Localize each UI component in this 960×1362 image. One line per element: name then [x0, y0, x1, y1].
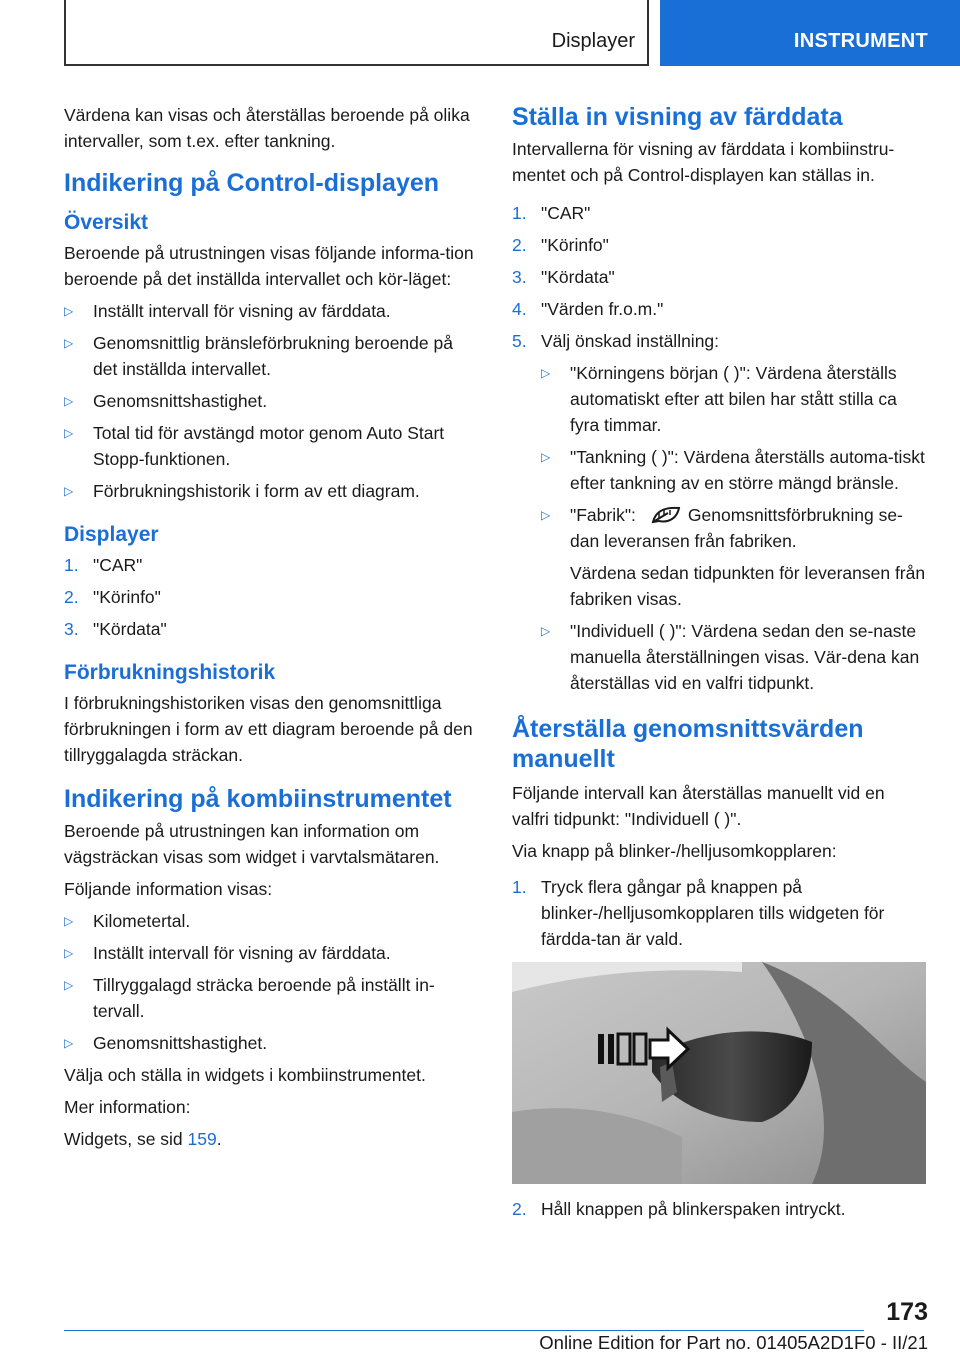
list-item: 2. Håll knappen på blinkerspaken intryckt. [512, 1199, 846, 1219]
triangle-right-icon: ▷ [64, 1036, 74, 1050]
more-info-label: Mer information: [64, 1097, 191, 1117]
triangle-right-icon: ▷ [541, 508, 551, 522]
displayer-list [64, 552, 478, 642]
page-link-159[interactable]: 159 [187, 1129, 217, 1149]
list-item: ▷ Total tid för avstängd motor genom Auto Start Stopp-funktionen. [64, 420, 478, 472]
triangle-right-icon: ▷ [64, 336, 74, 350]
heading-oversikt: Översikt [64, 211, 149, 234]
list-item: 5. Välj önskad inställning: ▷ "Körningens början ( )": Värdena återställs automatiskt efter att bilen har stått stilla ca fyra timmar. ▷ "Tankning ( )": Värdena återställs automa-tiskt efter tankning av en större mängd bränsle. ▷ "Fabrik": Genomsnittsförbrukning se-dan leveransen från fabriken. Värdena sedan tidpunkten för leveransen från fabriken visas. ▷ "Individuell ( )": Värdena sedan den se-naste manuella återställningen visas. Vär-dena kan återställas vid en valfri tidpunkt. [512, 328, 926, 696]
list-item: ▷ Genomsnittlig bränsleförbrukning beroende på det inställda intervallet. [64, 330, 478, 382]
widgets-text: Välja och ställa in widgets i kombiinstrumentet. [64, 1065, 426, 1085]
list-item: 1. "CAR" [64, 555, 143, 575]
heading-kombiinstrument: Indikering på kombiinstrumentet [64, 785, 452, 813]
list-item: ▷ "Fabrik": Genomsnittsförbrukning se-dan leveransen från fabriken. Värdena sedan tidpunkten för leveransen från fabriken visas. [541, 502, 926, 612]
stalla-text: Intervallerna för visning av färddata i kombiinstru-mentet och på Control-displayen kan ställas in. [512, 139, 895, 185]
aterstalla-text: Följande intervall kan återställas manuellt vid en valfri tidpunkt: "Individuell ( )". [512, 783, 885, 829]
list-item: 2. "Körinfo" [512, 235, 609, 255]
triangle-right-icon: ▷ [64, 914, 74, 928]
triangle-right-icon: ▷ [541, 450, 551, 464]
list-item: ▷ Inställt intervall för visning av färddata. [64, 298, 478, 324]
triangle-right-icon: ▷ [64, 394, 74, 408]
intro-text: Värdena kan visas och återställas beroende på olika intervaller, som t.ex. efter tankning. [64, 105, 470, 151]
kombi-text: Beroende på utrustningen kan information om vägsträckan visas som widget i varvtalsmätaren. [64, 821, 440, 867]
header-section-title: Displayer [551, 30, 635, 52]
heading-aterstalla: Återställa genomsnittsvärden manuellt [512, 715, 864, 773]
list-item: 1. "CAR" [512, 203, 591, 223]
kombi-following: Följande information visas: [64, 879, 273, 899]
list-item: ▷ "Tankning ( )": Värdena återställs automa-tiskt efter tankning av en större mängd bränsle. [541, 444, 926, 496]
right-column [512, 102, 926, 1228]
reset-steps-cont [512, 1196, 926, 1222]
list-item: 3. "Kördata" [64, 619, 167, 639]
header-chapter-label: INSTRUMENT [793, 30, 928, 52]
list-item: 1. Tryck flera gångar på knappen på blinker-/helljusomkopplaren tills widgeten för färdda-tan är vald. [512, 877, 885, 949]
page-number: 173 [886, 1298, 928, 1326]
triangle-right-icon: ▷ [541, 366, 551, 380]
footer-edition: Online Edition for Part no. 01405A2D1F0 - II/21 [539, 1332, 928, 1353]
eco-leaf-icon [650, 505, 682, 525]
reset-steps [512, 874, 926, 952]
triangle-right-icon: ▷ [64, 426, 74, 440]
fabrik-note: Värdena sedan tidpunkten för leveransen från fabriken visas. [570, 563, 926, 609]
list-item: ▷ Genomsnittshastighet. [64, 388, 478, 414]
list-item: ▷ Inställt intervall för visning av färddata. [64, 940, 478, 966]
triangle-right-icon: ▷ [64, 946, 74, 960]
list-item: ▷ Förbrukningshistorik i form av ett diagram. [64, 478, 478, 504]
list-item: ▷ "Körningens början ( )": Värdena återställs automatiskt efter att bilen har stått stilla ca fyra timmar. [541, 360, 926, 438]
kombi-list [64, 908, 478, 1056]
triangle-right-icon: ▷ [64, 978, 74, 992]
oversikt-text: Beroende på utrustningen visas följande informa-tion beroende på det inställda intervallet och kör-läget: [64, 243, 474, 289]
list-item: 2. "Körinfo" [64, 587, 161, 607]
heading-displayer: Displayer [64, 523, 159, 546]
list-item: ▷ Genomsnittshastighet. [64, 1030, 478, 1056]
list-item: ▷ Tillryggalagd sträcka beroende på inställt in-tervall. [64, 972, 478, 1024]
heading-forbrukningshistorik: Förbrukningshistorik [64, 661, 276, 684]
list-item: ▷ Kilometertal. [64, 908, 478, 934]
footer-divider [64, 1330, 864, 1331]
triangle-right-icon: ▷ [64, 484, 74, 498]
heading-control-display: Indikering på Control-displayen [64, 169, 440, 197]
triangle-right-icon: ▷ [541, 624, 551, 638]
stalla-steps [512, 200, 926, 696]
setting-options-list [541, 360, 926, 696]
triangle-right-icon: ▷ [64, 304, 74, 318]
header-chapter-tab [660, 0, 960, 66]
list-item: 4. "Värden fr.o.m." [512, 299, 664, 319]
heading-stalla-in: Ställa in visning av färddata [512, 103, 843, 131]
oversikt-list [64, 298, 478, 504]
widgets-reference: Widgets, se sid 159. [64, 1129, 222, 1149]
list-item: ▷ "Individuell ( )": Värdena sedan den se-naste manuella återställningen visas. Vär-dena kan återställas vid en valfri tidpunkt. [541, 618, 926, 696]
turn-signal-stalk-image [512, 962, 926, 1184]
list-item: 3. "Kördata" [512, 267, 615, 287]
via-text: Via knapp på blinker-/helljusomkopplaren: [512, 841, 837, 861]
forbrukning-text: I förbrukningshistoriken visas den genomsnittliga förbrukningen i form av ett diagram beroende på den tillryggalagda sträckan. [64, 693, 473, 765]
left-column [64, 102, 478, 1158]
